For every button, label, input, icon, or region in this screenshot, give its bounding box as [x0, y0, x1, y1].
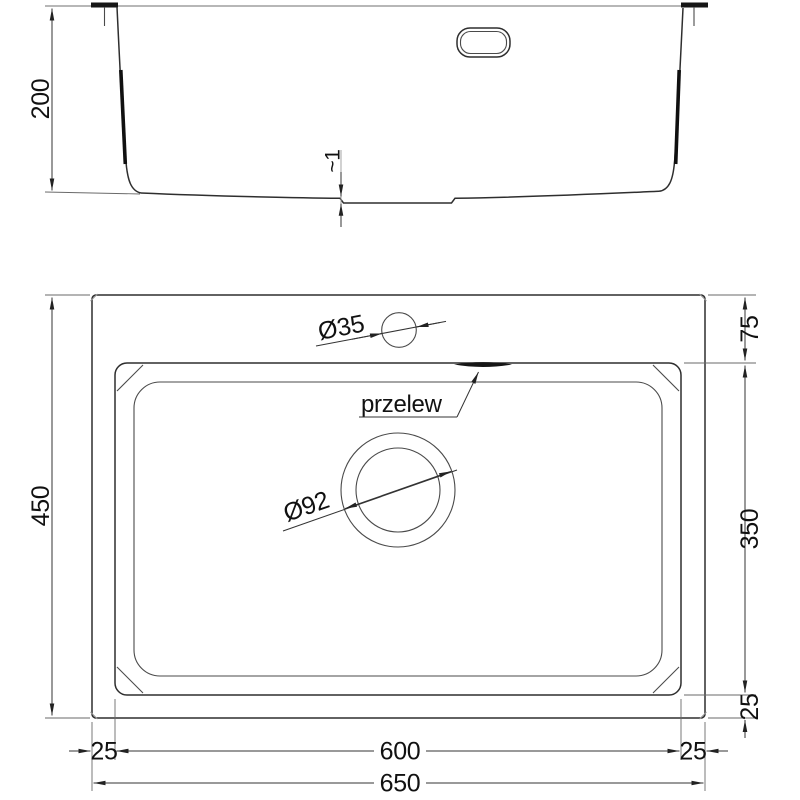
extension-line [45, 192, 140, 194]
overflow-outer-outline [457, 28, 510, 57]
overflow-callout [359, 372, 479, 418]
corner-chamfer-tl [117, 365, 143, 391]
wall-bracket-right [676, 70, 680, 164]
overflow-inner-outline [461, 32, 507, 54]
step-value: ~1 [321, 149, 345, 173]
side-section-view [27, 3, 708, 228]
dim-faucet-diameter [316, 310, 446, 346]
bowl-bottom-profile [141, 191, 659, 203]
dim-rim-right-25 [679, 738, 728, 766]
arrow-upper-right [398, 471, 451, 490]
corner-chamfer-bl [117, 667, 143, 693]
bowl-height-value: 350 [735, 508, 764, 550]
bowl-width-value: 600 [379, 737, 421, 766]
rim-right-value: 25 [679, 737, 707, 766]
faucet-diameter-value: Ø35 [315, 309, 367, 346]
dim-bowl-width-600 [117, 738, 680, 766]
plan-view [27, 294, 764, 798]
arrow-lower-left [345, 490, 398, 509]
dim-total-width-650 [94, 770, 704, 798]
clip-bar [681, 3, 708, 8]
arrow-right [417, 321, 447, 327]
corner-chamfer-br [653, 667, 679, 693]
mounting-clip-left [91, 3, 118, 27]
drain-diameter-value: Ø92 [279, 485, 333, 528]
overflow-opening-side [457, 28, 510, 57]
wall-bracket-left [121, 70, 126, 164]
dim-drain-step-1 [321, 149, 344, 227]
rim-top-value: 75 [735, 315, 764, 343]
dim-drain-diameter [280, 470, 457, 531]
overflow-label: przelew [361, 391, 442, 418]
dim-rim-left-25 [69, 738, 118, 766]
rim-left-value: 25 [90, 737, 118, 766]
total-width-value: 650 [379, 769, 421, 798]
dim-bowl-height-350 [684, 366, 764, 696]
dim-total-height-450 [27, 295, 90, 718]
depth-value: 200 [26, 78, 55, 120]
mounting-clip-right [681, 3, 708, 27]
clip-bar [91, 3, 118, 8]
callout-leader [457, 372, 479, 417]
rim-bottom-value: 25 [735, 693, 764, 721]
dim-rim-bottom-25 [708, 693, 764, 738]
dim-rim-top-75 [684, 295, 764, 363]
corner-chamfer-tr [653, 365, 679, 391]
total-height-value: 450 [26, 485, 55, 527]
bowl-radius-line [134, 382, 662, 676]
sink-outline [92, 295, 705, 718]
